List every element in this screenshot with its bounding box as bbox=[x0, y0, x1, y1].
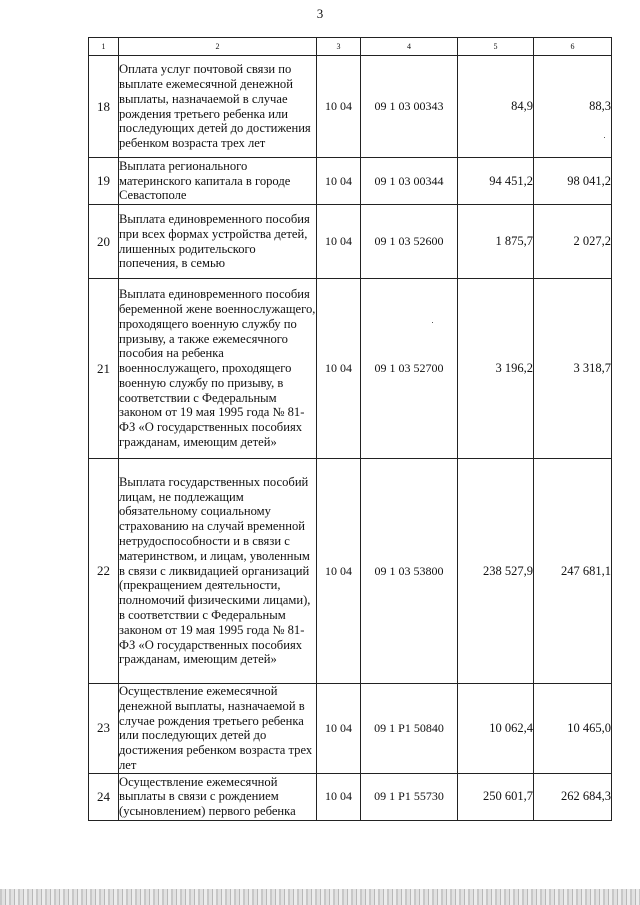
row-target-article: 09 1 P1 50840 bbox=[361, 684, 458, 774]
row-amount-year2: 88,3 bbox=[534, 56, 612, 158]
row-target-article: 09 1 03 00344 bbox=[361, 158, 458, 205]
scan-speck bbox=[604, 137, 605, 138]
row-amount-year2: 2 027,2 bbox=[534, 205, 612, 279]
row-target-article: 09 1 03 52700 bbox=[361, 279, 458, 459]
row-amount-year1: 84,9 bbox=[458, 56, 534, 158]
row-number: 21 bbox=[89, 279, 119, 459]
row-amount-year1: 238 527,9 bbox=[458, 459, 534, 684]
table-row bbox=[89, 205, 612, 279]
row-number: 23 bbox=[89, 684, 119, 774]
row-target-article: 09 1 P1 55730 bbox=[361, 773, 458, 820]
row-description: Осуществление ежемесячной денежной выплаты, назначаемой в случае рождения третьего ребенка или последующих детей до достижения ребенком возраста трех лет bbox=[119, 684, 317, 774]
row-amount-year2: 3 318,7 bbox=[534, 279, 612, 459]
row-description: Выплата регионального материнского капитала в городе Севастополе bbox=[119, 158, 317, 205]
row-section: 10 04 bbox=[317, 205, 361, 279]
row-section: 10 04 bbox=[317, 56, 361, 158]
row-target-article: 09 1 03 00343 bbox=[361, 56, 458, 158]
page-number: 3 bbox=[316, 6, 324, 21]
row-number: 19 bbox=[89, 158, 119, 205]
header-cell: 2 bbox=[119, 38, 317, 56]
header-cell: 6 bbox=[534, 38, 612, 56]
row-amount-year1: 3 196,2 bbox=[458, 279, 534, 459]
header-cell: 3 bbox=[317, 38, 361, 56]
header-cell: 1 bbox=[89, 38, 119, 56]
row-number: 18 bbox=[89, 56, 119, 158]
row-amount-year1: 10 062,4 bbox=[458, 684, 534, 774]
header-cell: 5 bbox=[458, 38, 534, 56]
row-description: Осуществление ежемесячной выплаты в связи с рождением (усыновлением) первого ребенка bbox=[119, 773, 317, 820]
row-description: Выплата государственных пособий лицам, не подлежащим обязательному социальному страхованию на случай временной нетрудоспособности и в связи с материнством, и лицам, уволенным в связи с ликвидацией организаций (прекращением деятельности, полномочий физическими лицами), в соответствии с Федеральным законом от 19 мая 1995 года № 81-ФЗ «О государственных пособиях гражданам, имеющим детей» bbox=[119, 459, 317, 684]
header-cell: 4 bbox=[361, 38, 458, 56]
row-section: 10 04 bbox=[317, 684, 361, 774]
row-number: 22 bbox=[89, 459, 119, 684]
row-amount-year2: 262 684,3 bbox=[534, 773, 612, 820]
budget-table bbox=[88, 37, 612, 821]
row-amount-year2: 10 465,0 bbox=[534, 684, 612, 774]
row-description: Выплата единовременного пособия при всех формах устройства детей, лишенных родительского попечения, в семью bbox=[119, 205, 317, 279]
row-number: 24 bbox=[89, 773, 119, 820]
table-row bbox=[89, 459, 612, 684]
scan-speck bbox=[432, 322, 433, 323]
row-amount-year2: 247 681,1 bbox=[534, 459, 612, 684]
row-amount-year2: 98 041,2 bbox=[534, 158, 612, 205]
table-row bbox=[89, 684, 612, 774]
row-number: 20 bbox=[89, 205, 119, 279]
scan-edge-noise bbox=[0, 889, 640, 905]
row-section: 10 04 bbox=[317, 459, 361, 684]
row-description: Оплата услуг почтовой связи по выплате ежемесячной денежной выплаты, назначаемой в случае рождения третьего ребенка или последующих детей до достижения ребенком возраста трех лет bbox=[119, 56, 317, 158]
row-amount-year1: 1 875,7 bbox=[458, 205, 534, 279]
header-row bbox=[89, 38, 612, 56]
table-row bbox=[89, 773, 612, 820]
row-section: 10 04 bbox=[317, 279, 361, 459]
row-amount-year1: 250 601,7 bbox=[458, 773, 534, 820]
table-row bbox=[89, 56, 612, 158]
row-section: 10 04 bbox=[317, 158, 361, 205]
row-amount-year1: 94 451,2 bbox=[458, 158, 534, 205]
table-row bbox=[89, 158, 612, 205]
row-description: Выплата единовременного пособия беременной жене военнослужащего, проходящего военную службу по призыву, а также ежемесячного пособия на ребенка военнослужащего, проходящего военную службу по призыву, в соответствии с Федеральным законом от 19 мая 1995 года № 81-ФЗ «О государственных пособиях гражданам, имеющим детей» bbox=[119, 279, 317, 459]
row-target-article: 09 1 03 52600 bbox=[361, 205, 458, 279]
row-section: 10 04 bbox=[317, 773, 361, 820]
row-target-article: 09 1 03 53800 bbox=[361, 459, 458, 684]
table-row bbox=[89, 279, 612, 459]
